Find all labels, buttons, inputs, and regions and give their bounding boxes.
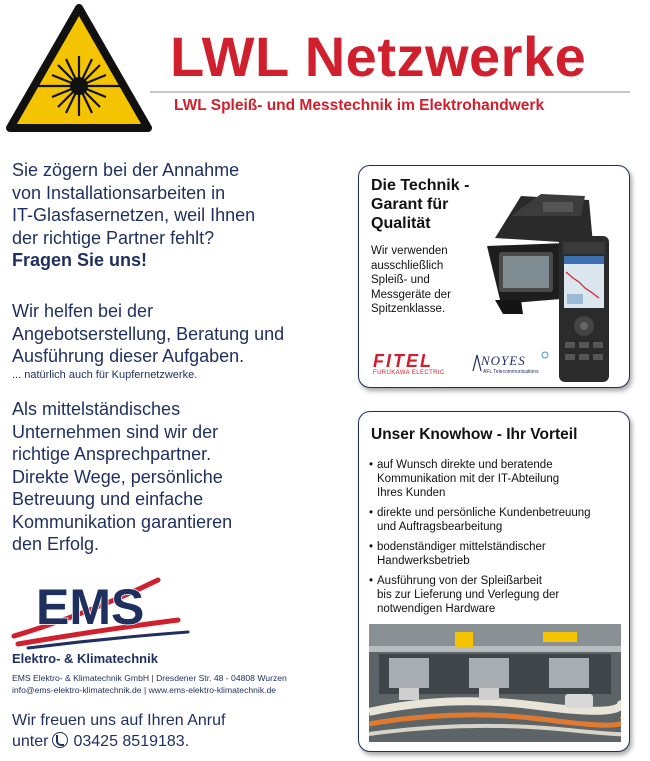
list-item-line: • auf Wunsch direkte und beratende (377, 459, 553, 471)
list-item-line: und Auftragsbearbeitung (377, 521, 503, 533)
page-subtitle: LWL Spleiß- und Messtechnik im Elektrohandwerk (174, 97, 545, 114)
technik-text-line: Spleiß- und (371, 274, 430, 286)
technik-heading (371, 176, 469, 233)
technik-text-line: Wir verwenden (371, 245, 448, 257)
technik-heading-line: Qualität (371, 215, 431, 232)
phone-prefix: unter (12, 733, 49, 750)
partner-paragraph (12, 398, 232, 556)
knowhow-heading: Unser Knowhow - Ihr Vorteil (371, 426, 578, 443)
noyes-logo (471, 349, 551, 382)
contact-address: EMS Elektro- & Klimatechnik GmbH | Dresdener Str. 48 - 04808 Wurzen (12, 673, 287, 683)
intro-callout: Fragen Sie uns! (12, 250, 148, 270)
list-item-line: • Ausführung von der Spleißarbeit (377, 575, 542, 587)
title-divider (150, 91, 630, 93)
phone-icon (52, 732, 68, 748)
noyes-brand: NOYES (481, 353, 526, 368)
intro-line: IT-Glasfasernetzen, weil Ihnen (12, 205, 256, 225)
list-item-line: Handwerksbetrieb (377, 555, 470, 567)
technik-text-line: Spitzenklasse. (371, 303, 446, 315)
partner-line: Als mittelständisches (12, 399, 181, 419)
technik-text-line: ausschließlich (371, 259, 444, 272)
company-tagline: Elektro- & Klimatechnik (12, 651, 158, 666)
list-item-line: • bodenständiger mittelständischer (377, 541, 546, 553)
intro-line: von Installationsarbeiten in (12, 182, 226, 203)
help-paragraph (12, 300, 284, 383)
phone-line (12, 731, 225, 752)
list-item-line: Ihres Kunden (377, 487, 446, 499)
technik-text-line: Messgeräte der (371, 288, 451, 301)
list-item-line: bis zur Lieferung und Verlegung der (377, 589, 560, 601)
otdr-meter-image (555, 234, 613, 384)
technik-text (371, 244, 451, 317)
list-item (369, 574, 627, 616)
list-item (369, 540, 627, 568)
laser-warning-icon (6, 4, 152, 134)
logo-text: EMS (36, 579, 145, 635)
partner-line: Direkte Wege, persönliche (12, 466, 223, 487)
fitel-logo (373, 352, 445, 376)
closing-line: Wir freuen uns auf Ihren Anruf (12, 712, 226, 729)
noyes-brand-sub: AFL Telecommunications (483, 369, 539, 375)
phone-number[interactable]: 03425 8519183. (73, 733, 190, 750)
partner-line: richtige Ansprechpartner. (12, 444, 212, 464)
fitel-brand-sub: FURUKAWA ELECTRIC (373, 370, 445, 376)
technik-heading-line: Garant für (371, 196, 449, 213)
list-item-line: Kommunikation mit der IT-Abteilung (377, 473, 560, 485)
help-line: Angebotserstellung, Beratung und (12, 323, 285, 344)
intro-line: Sie zögern bei der Annahme (12, 160, 240, 180)
partner-line: den Erfolg. (12, 534, 100, 554)
partner-line: Unternehmen sind wir der (12, 421, 219, 442)
partner-line: Betreuung und einfache (12, 489, 204, 509)
list-item (369, 458, 627, 500)
knowhow-box (358, 411, 630, 752)
technik-heading-line: Die Technik - (371, 177, 470, 194)
contact-web: info@ems-elektro-klimatechnik.de | www.ems-elektro-klimatechnik.de (12, 685, 277, 695)
closing-text (12, 710, 225, 752)
ems-logo (8, 574, 204, 650)
list-item (369, 506, 627, 534)
intro-paragraph (12, 159, 255, 272)
fiber-patch-photo (369, 624, 621, 742)
contact-info (12, 672, 287, 696)
partner-line: Kommunikation garantieren (12, 511, 233, 532)
fitel-brand: FITEL (373, 351, 433, 371)
help-line: Wir helfen bei der (12, 301, 154, 321)
list-item-line: notwendigen Hardware (377, 603, 496, 615)
list-item-line: • direkte und persönliche Kundenbetreuung (377, 507, 591, 519)
knowhow-list (369, 458, 627, 622)
intro-line: der richtige Partner fehlt? (12, 227, 215, 248)
technik-box (358, 165, 630, 388)
help-line: Ausführung dieser Aufgaben. (12, 346, 245, 366)
help-note: ... natürlich auch für Kupfernetzwerke. (12, 368, 198, 381)
page-title: LWL Netzwerke (170, 25, 587, 88)
